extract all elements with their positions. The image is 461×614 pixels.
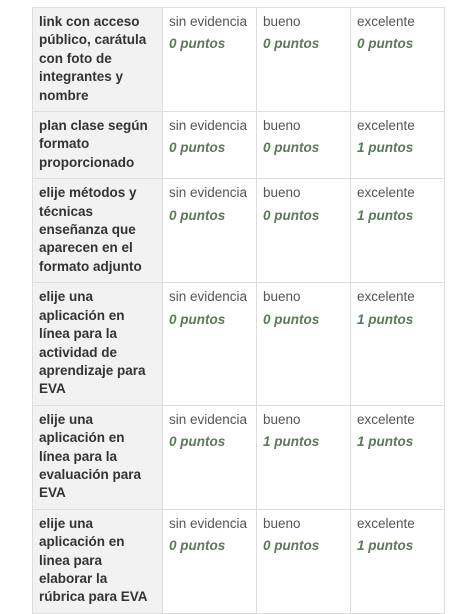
level-cell[interactable] xyxy=(163,8,257,112)
level-cell[interactable] xyxy=(351,8,445,112)
criterion-label: elije métodos y técnicas enseñanza que aparecen en el formato adjunto xyxy=(39,185,142,274)
level-name: bueno xyxy=(263,515,301,531)
level-points: 1 puntos xyxy=(357,434,414,450)
level-points: 1 puntos xyxy=(263,434,320,450)
level-cell[interactable] xyxy=(163,405,257,509)
criterion-cell xyxy=(33,405,163,509)
level-cell[interactable] xyxy=(257,283,351,405)
level-points: 0 puntos xyxy=(357,36,414,52)
criterion-cell xyxy=(33,509,163,613)
level-points: 0 puntos xyxy=(169,311,226,327)
rubric-row xyxy=(33,179,445,283)
rubric-row xyxy=(33,509,445,613)
level-points: 0 puntos xyxy=(169,434,226,450)
criterion-label: plan clase según formato proporcionado xyxy=(39,118,148,170)
level-name: bueno xyxy=(263,118,301,134)
level-cell[interactable] xyxy=(163,179,257,283)
level-points: 1 puntos xyxy=(357,538,414,554)
level-cell[interactable] xyxy=(351,509,445,613)
rubric-row xyxy=(33,283,445,405)
level-cell[interactable] xyxy=(257,112,351,179)
level-name: excelente xyxy=(357,411,415,427)
level-cell[interactable] xyxy=(351,405,445,509)
level-cell[interactable] xyxy=(163,509,257,613)
level-name: bueno xyxy=(263,411,301,427)
level-cell[interactable] xyxy=(257,509,351,613)
level-name: sin evidencia xyxy=(169,289,248,305)
rubric-row xyxy=(33,112,445,179)
level-points: 0 puntos xyxy=(169,207,226,223)
criterion-cell xyxy=(33,112,163,179)
level-name: bueno xyxy=(263,185,301,201)
rubric-row xyxy=(33,8,445,112)
level-name: sin evidencia xyxy=(169,515,248,531)
level-name: excelente xyxy=(357,185,415,201)
level-name: bueno xyxy=(263,289,301,305)
level-name: excelente xyxy=(357,14,415,29)
level-cell[interactable] xyxy=(257,8,351,112)
level-name: excelente xyxy=(357,515,415,531)
criterion-label: elije una aplicación en línea para la actividad de aprendizaje para EVA xyxy=(39,289,146,397)
level-name: sin evidencia xyxy=(169,118,248,134)
level-cell[interactable] xyxy=(257,179,351,283)
level-cell[interactable] xyxy=(163,283,257,405)
level-points: 1 puntos xyxy=(357,311,414,327)
level-name: sin evidencia xyxy=(169,14,248,29)
level-name: sin evidencia xyxy=(169,411,248,427)
criterion-label: elije una aplicación en línea para la evaluación para EVA xyxy=(39,411,142,501)
level-points: 0 puntos xyxy=(263,538,320,554)
criterion-label: elije una aplicación en linea para elaborar la rúbrica para EVA xyxy=(39,515,148,605)
level-cell[interactable] xyxy=(351,112,445,179)
level-points: 0 puntos xyxy=(169,36,226,52)
level-cell[interactable] xyxy=(351,179,445,283)
level-points: 0 puntos xyxy=(169,140,226,156)
criterion-label: link con acceso público, carátula con foto de integrantes y nombre xyxy=(39,14,147,103)
criterion-cell xyxy=(33,179,163,283)
rubric-table xyxy=(32,7,445,614)
level-points: 1 puntos xyxy=(357,140,414,156)
criterion-cell xyxy=(33,8,163,112)
level-cell[interactable] xyxy=(257,405,351,509)
level-name: excelente xyxy=(357,118,415,134)
rubric-container xyxy=(32,7,444,614)
level-cell[interactable] xyxy=(351,283,445,405)
level-name: excelente xyxy=(357,289,415,305)
level-points: 0 puntos xyxy=(169,538,226,554)
level-points: 0 puntos xyxy=(263,207,320,223)
level-points: 0 puntos xyxy=(263,140,320,156)
level-name: sin evidencia xyxy=(169,185,248,201)
rubric-row xyxy=(33,405,445,509)
level-cell[interactable] xyxy=(163,112,257,179)
criterion-cell xyxy=(33,283,163,405)
level-name: bueno xyxy=(263,14,301,29)
level-points: 0 puntos xyxy=(263,311,320,327)
level-points: 0 puntos xyxy=(263,36,320,52)
level-points: 1 puntos xyxy=(357,207,414,223)
